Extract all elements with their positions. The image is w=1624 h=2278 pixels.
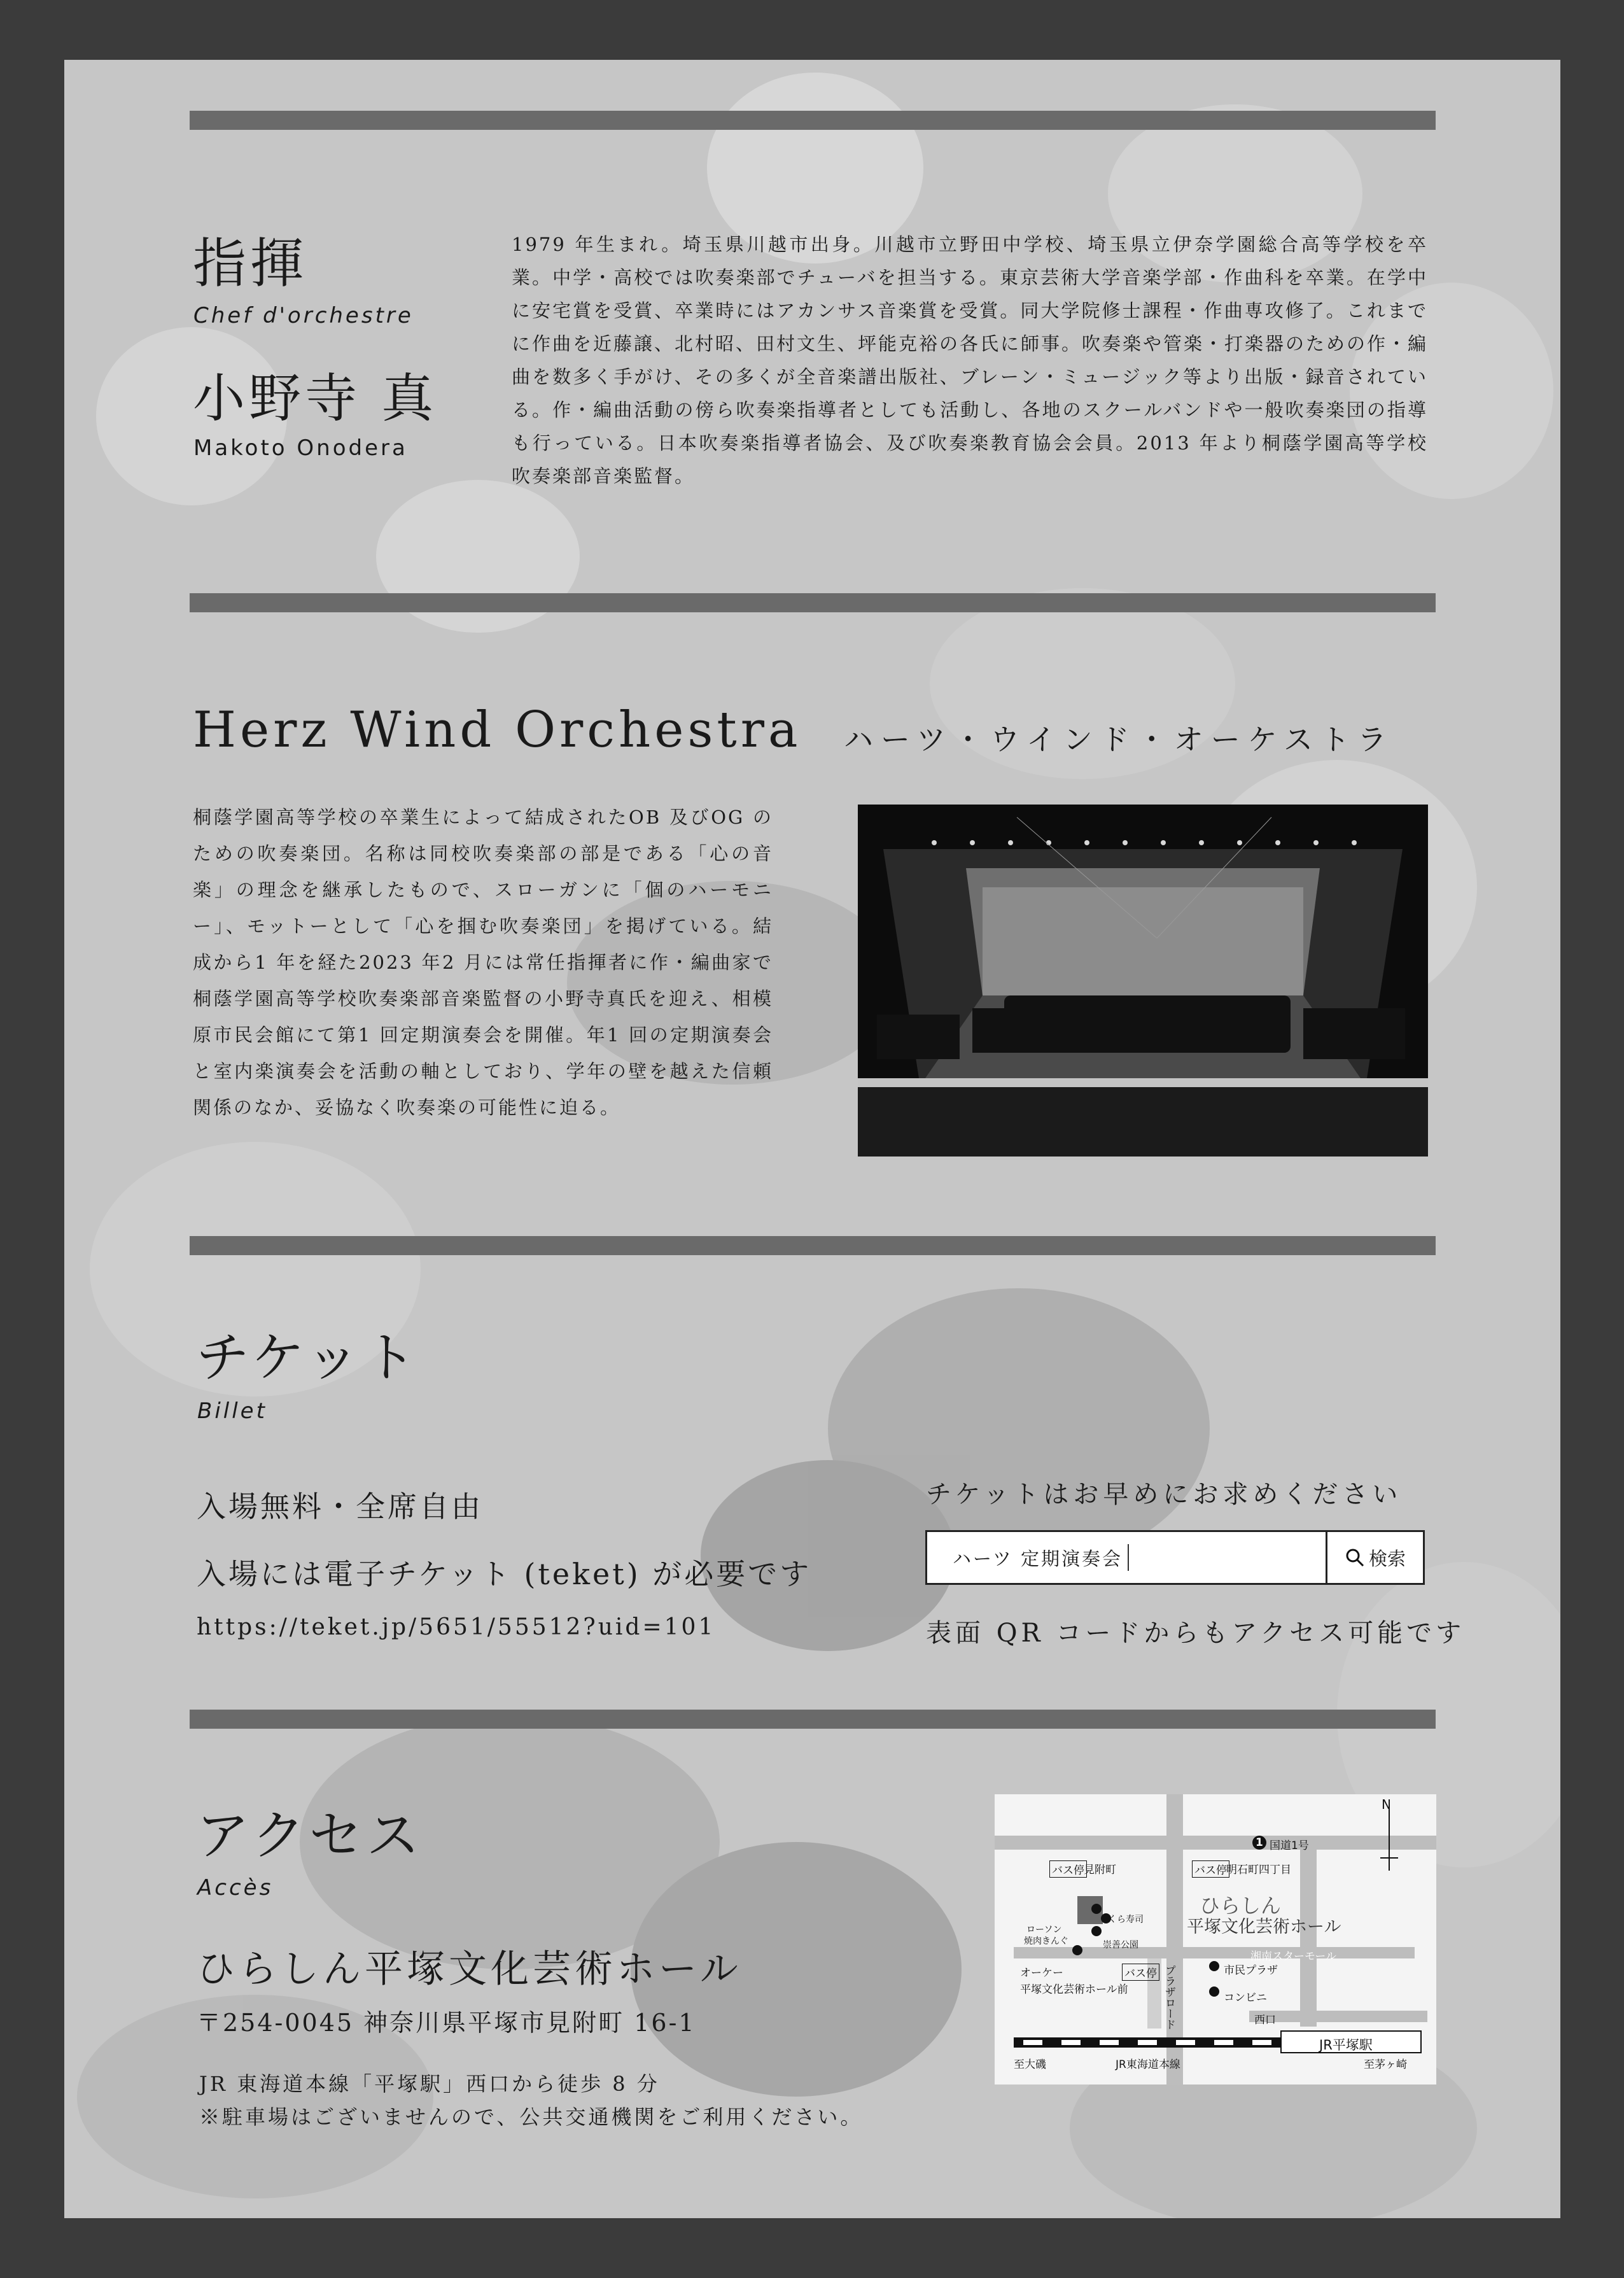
orchestra-description: 桐蔭学園高等学校の卒業生によって結成されたOB 及びOG のための吹奏楽団。名称は同校吹奏楽部の部是である「心の音楽」の理念を継承したもので、スローガンに「個のハーモニー」、モットーとして「心を掴む吹奏楽団」を掲げている。結成から1 年を経た2023 年2 月には常任指揮者に作・編曲家で桐蔭学園高等学校吹奏楽部音楽監督の小野寺真氏を迎え、相模原市民会館にて第1 回定期演奏会を開催。年1 回の定期演奏会と室内楽演奏会を活動の軸としており、学年の壁を越えた信頼関係のなか、妥協なく吹奏楽の可能性に迫る。 (193, 806, 773, 1118)
ticket-search-box (925, 1530, 1425, 1585)
access-heading: アクセス (196, 1804, 424, 1867)
map-north: N (1382, 1797, 1391, 1812)
ticket-requirement: 入場には電子チケット (teket) が必要です (197, 1557, 812, 1591)
map-west-exit: 西口 (1254, 2014, 1276, 2027)
conductor-heading: 指揮 (193, 232, 308, 295)
map-to-west: 至大磯 (1014, 2058, 1046, 2071)
map-route: 国道1号 (1270, 1839, 1309, 1852)
flyer-sheet (64, 60, 1560, 2218)
text-caret (1128, 1544, 1129, 1571)
access-directions: JR 東海道本線「平塚駅」西口から徒歩 8 分 (199, 2072, 660, 2096)
map-line: JR東海道本線 (1116, 2058, 1180, 2071)
ticket-prompt: チケットはお早めにお求めください (926, 1480, 1403, 1509)
ticket-search-value: ハーツ 定期演奏会 (953, 1547, 1123, 1570)
map-bus-tag: バス停 (1122, 1964, 1159, 1981)
access-heading-fr: Accès (197, 1875, 274, 1901)
map-plaza-road: プラザロード (1163, 1965, 1175, 2030)
search-button-label: 検索 (1368, 1547, 1406, 1570)
conductor-name: 小野寺 真 (193, 369, 438, 429)
map-shop-okay: オーケー (1020, 1967, 1063, 1979)
map-venue-name: 平塚文化芸術ホール (1187, 1917, 1341, 1937)
ticket-heading: チケット (196, 1326, 421, 1389)
ticket-qr-note: 表面 QR コードからもアクセス可能です (926, 1619, 1466, 1648)
ticket-admission: 入場無料・全席自由 (197, 1489, 483, 1524)
map-shop-lawson: ローソン (1026, 1925, 1062, 1935)
search-icon (1345, 1547, 1365, 1568)
concert-stage-photo (858, 805, 1428, 1157)
ticket-heading-fr: Billet (197, 1398, 267, 1424)
map-bus-tag: バス停 (1049, 1860, 1087, 1878)
divider-rule (190, 1710, 1436, 1729)
access-map (995, 1794, 1436, 2085)
divider-rule (190, 593, 1436, 612)
conductor-bio: 1979 年生まれ。埼玉県川越市出身。川越市立野田中学校、埼玉県立伊奈学園総合高等学校を卒業。中学・高校では吹奏楽部でチューバを担当する。東京芸術大学音楽学部・作曲科を卒業。在学中に安宅賞を受賞、卒業時にはアカンサス音楽賞を受賞。同大学院修士課程・作曲専攻修了。これまでに作曲を近藤譲、北村昭、田村文生、坪能克裕の各氏に師事。吹奏楽や管楽・打楽器のための作・編曲を数多く手がけ、その多くが全音楽譜出版社、ブレーン・ミュージック等より出版・録音されている。作・編曲活動の傍ら吹奏楽指導者としても活動し、各地のスクールバンドや一般吹奏楽団の指導も行っている。日本吹奏楽指導者協会、及び吹奏楽教育協会会員。2013 年より桐蔭学園高等学校吹奏楽部音楽監督。 (512, 234, 1429, 487)
conductor-heading-fr: Chef d'orchestre (193, 303, 414, 328)
map-station: JR平塚駅 (1319, 2037, 1373, 2053)
map-shop-yakiniku: 焼肉きんぐ (1024, 1936, 1068, 1946)
map-plaza: 市民プラザ (1224, 1964, 1278, 1977)
orchestra-name-en: Herz Wind Orchestra (193, 701, 802, 759)
map-to-east: 至茅ヶ崎 (1364, 2058, 1407, 2071)
search-button[interactable] (1326, 1532, 1423, 1583)
conductor-name-romaji: Makoto Onodera (193, 435, 408, 461)
map-bus-stop-2: 明石町四丁目 (1226, 1864, 1291, 1876)
orchestra-name-ja: ハーツ・ウインド・オーケストラ (844, 722, 1394, 757)
map-convenience: コンビニ (1224, 1992, 1267, 2004)
map-bus-tag: バス停 (1192, 1860, 1229, 1878)
parking-note: ※駐車場はございませんので、公共交通機関をご利用ください。 (199, 2105, 864, 2129)
map-mall: 湘南スターモール (1250, 1950, 1336, 1963)
map-sports-park: 崇善公園 (1103, 1940, 1138, 1950)
map-venue-logo: ひらしん (1200, 1894, 1282, 1918)
ticket-search-input[interactable] (927, 1532, 1326, 1583)
ticket-url[interactable]: https://teket.jp/5651/55512?uid=101 (197, 1614, 716, 1640)
divider-rule (190, 1236, 1436, 1255)
venue-address: 〒254-0045 神奈川県平塚市見附町 16-1 (197, 2009, 696, 2037)
map-route-number: 1 (1256, 1836, 1263, 1849)
map-bus-stop-1: 見附町 (1084, 1864, 1116, 1876)
divider-rule (190, 111, 1436, 130)
map-bus-stop-3: 平塚文化芸術ホール前 (1020, 1983, 1128, 1996)
venue-name: ひらしん平塚文化芸術ホール (197, 1947, 742, 1992)
map-shop-sushi: くら寿司 (1108, 1915, 1144, 1925)
